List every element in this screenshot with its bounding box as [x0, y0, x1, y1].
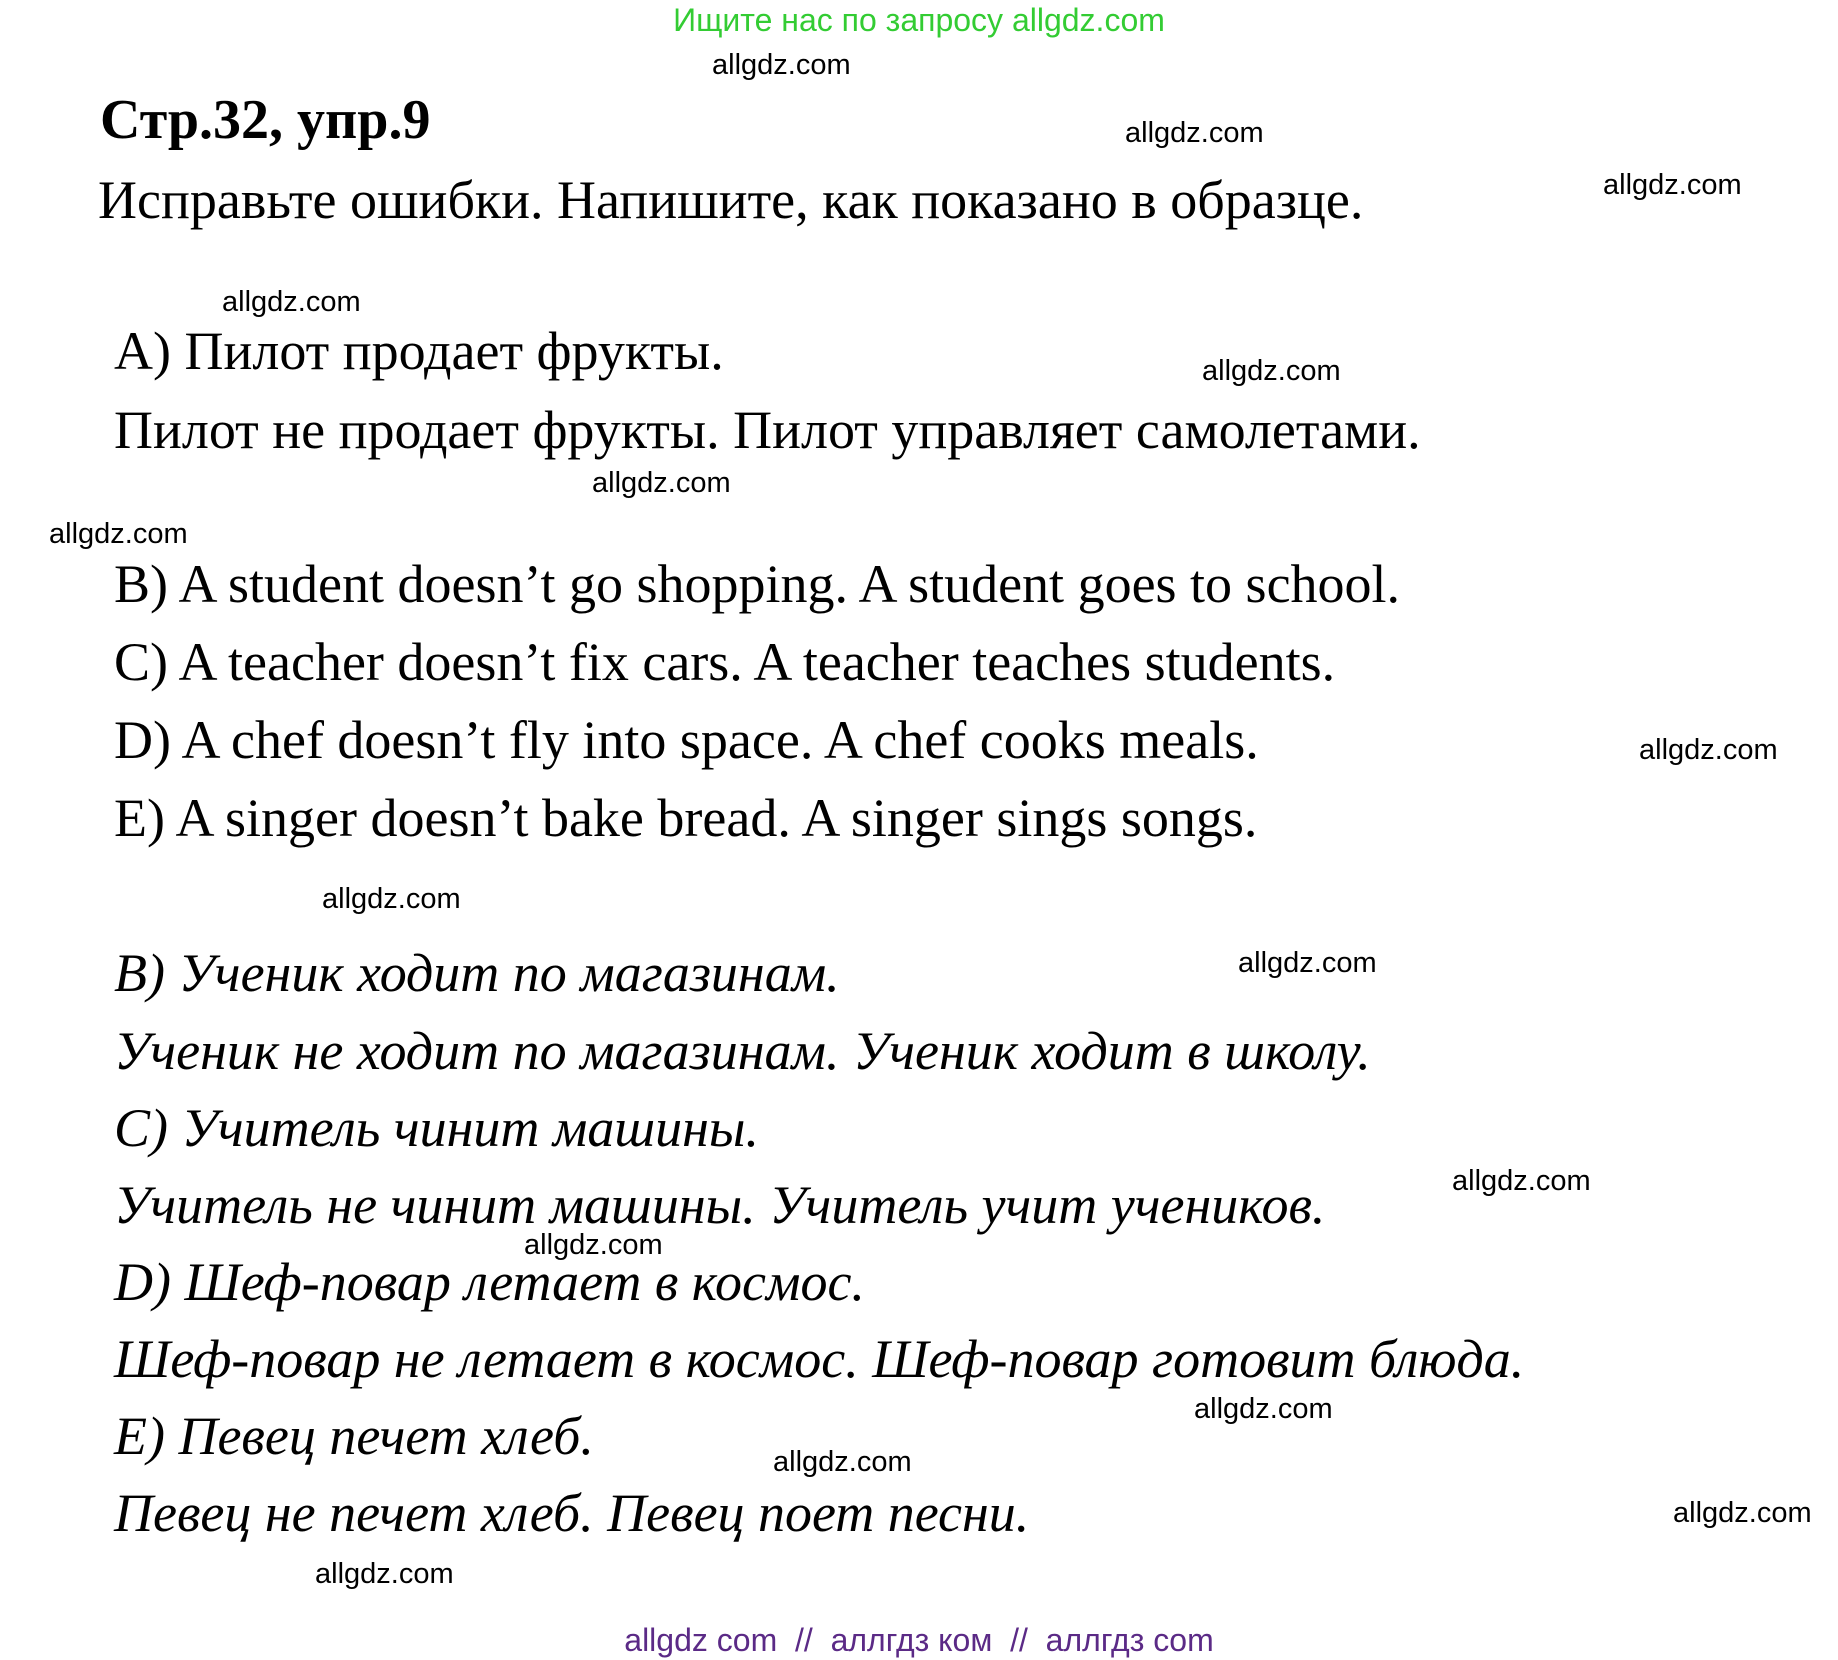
watermark: allgdz.com [1125, 117, 1264, 149]
russian-answer-e-correction: Певец не печет хлеб. Певец поет песни. [114, 1483, 1030, 1543]
watermark: allgdz.com [1673, 1497, 1812, 1529]
watermark: allgdz.com [1194, 1393, 1333, 1425]
example-correction: Пилот не продает фрукты. Пилот управляет самолетами. [114, 400, 1421, 460]
russian-answer-b-correction: Ученик не ходит по магазинам. Ученик ходит в школу. [114, 1021, 1371, 1081]
watermark: allgdz.com [49, 518, 188, 550]
watermark: allgdz.com [712, 49, 851, 81]
watermark: allgdz.com [1639, 734, 1778, 766]
english-answer-b: B) A student doesn’t go shopping. A student goes to school. [114, 554, 1401, 614]
watermark: allgdz.com [524, 1229, 663, 1261]
russian-answer-c-statement: C) Учитель чинит машины. [114, 1098, 759, 1158]
english-answer-c: C) A teacher doesn’t fix cars. A teacher teaches students. [114, 632, 1336, 692]
page-title: Стр.32, упр.9 [100, 89, 431, 151]
watermark: allgdz.com [222, 286, 361, 318]
watermark: allgdz.com [1202, 355, 1341, 387]
russian-answer-e-statement: E) Певец печет хлеб. [114, 1406, 594, 1466]
english-answer-d: D) A chef doesn’t fly into space. A chef cooks meals. [114, 710, 1259, 770]
russian-answer-d-statement: D) Шеф-повар летает в космос. [114, 1252, 865, 1312]
watermark: allgdz.com [1452, 1165, 1591, 1197]
watermark: allgdz.com [592, 467, 731, 499]
russian-answer-d-correction: Шеф-повар не летает в космос. Шеф-повар готовит блюда. [114, 1329, 1525, 1389]
english-answer-e: E) A singer doesn’t bake bread. A singer sings songs. [114, 788, 1258, 848]
top-banner: Ищите нас по запросу allgdz.com [673, 2, 1165, 38]
watermark: allgdz.com [1238, 947, 1377, 979]
instruction-text: Исправьте ошибки. Напишите, как показано в образце. [98, 170, 1364, 230]
example-statement: А) Пилот продает фрукты. [114, 321, 724, 381]
watermark: allgdz.com [773, 1446, 912, 1478]
watermark: allgdz.com [322, 883, 461, 915]
footer-links: allgdz com // аллгдз ком // аллгдз com [624, 1622, 1214, 1658]
watermark: allgdz.com [1603, 169, 1742, 201]
russian-answer-b-statement: B) Ученик ходит по магазинам. [114, 943, 840, 1003]
russian-answer-c-correction: Учитель не чинит машины. Учитель учит учеников. [114, 1175, 1326, 1235]
watermark: allgdz.com [315, 1558, 454, 1590]
